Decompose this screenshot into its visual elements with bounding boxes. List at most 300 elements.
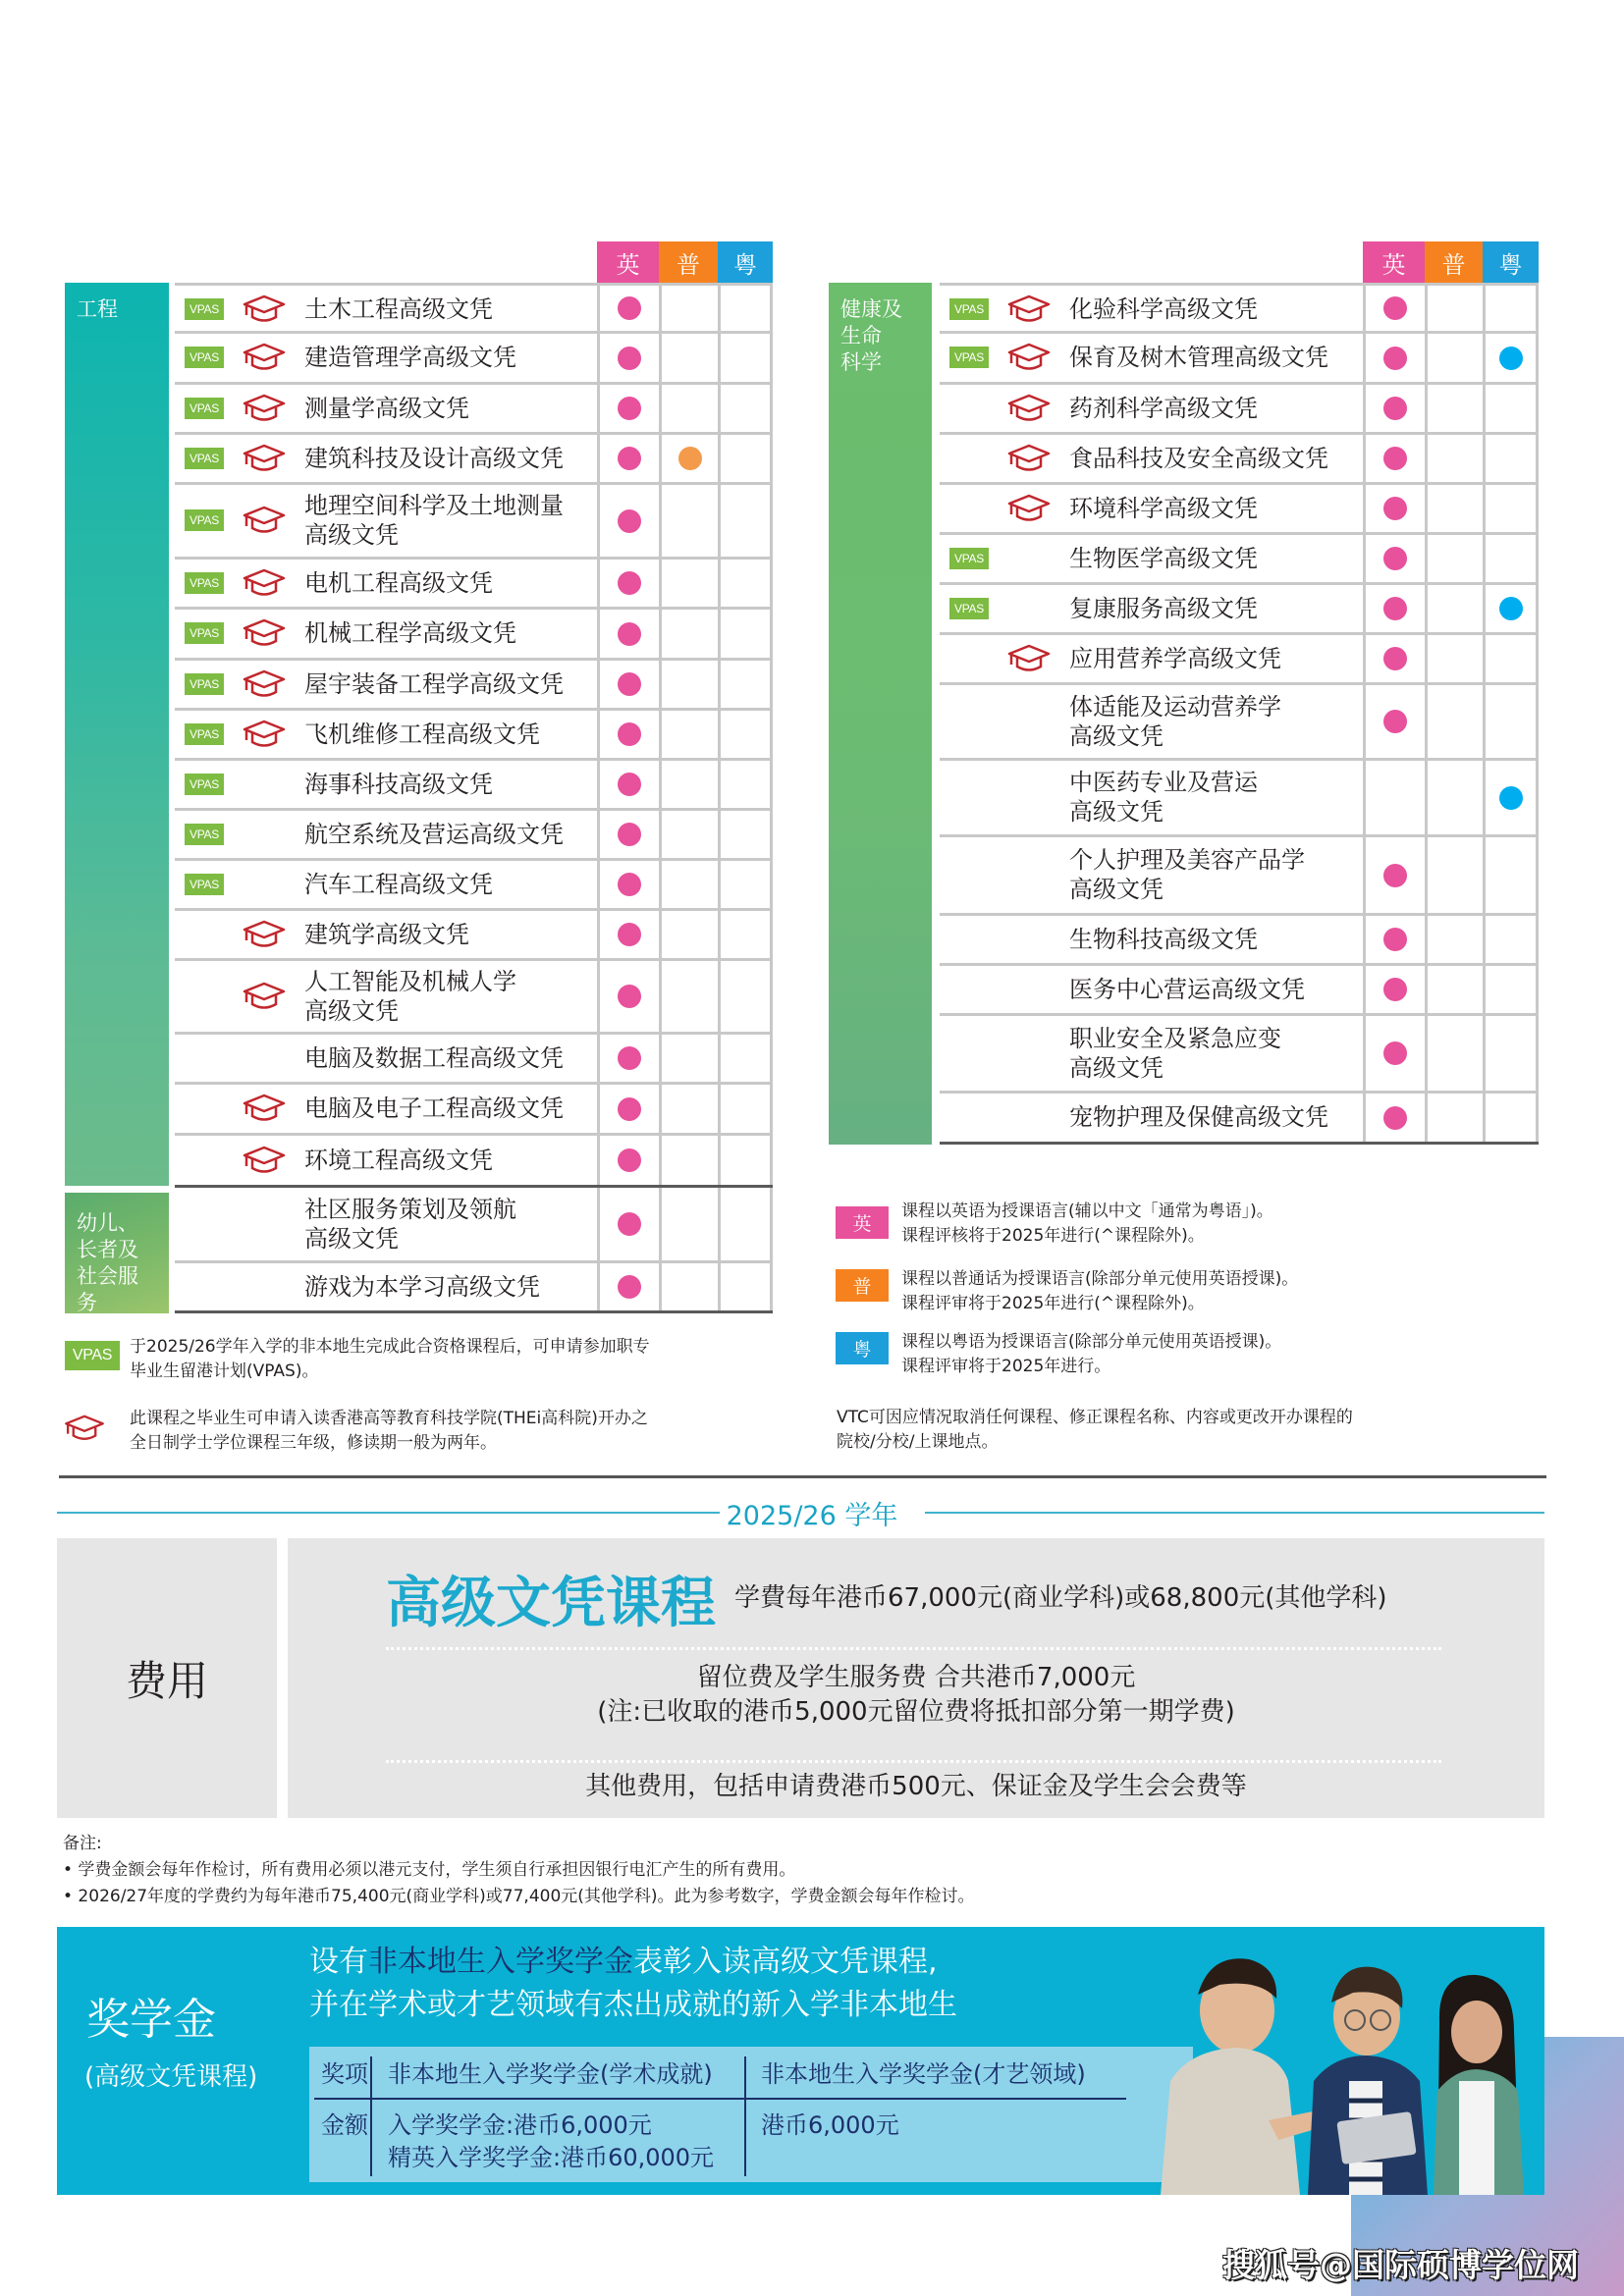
- award-label: 奖项: [321, 2060, 368, 2088]
- en-available-dot: [618, 571, 641, 595]
- en-cell: [1363, 685, 1425, 758]
- pu-cell: [659, 286, 718, 331]
- course-row: [175, 1136, 773, 1188]
- yue-cell: [718, 385, 773, 432]
- pu-cell: [1425, 485, 1483, 532]
- pu-cell: [659, 385, 718, 432]
- deposit-note: (注:已收取的港币5,000元留位费将抵扣部分第一期学费): [597, 1697, 1235, 1727]
- other-fees: 其他费用，包括申请费港币500元、保证金及学生会会费等: [585, 1772, 1247, 1801]
- yue-cell: [1483, 1016, 1539, 1091]
- note-item: • 学费金额会每年作检讨，所有费用必须以港元支付，学生须自行承担因银行电汇产生的所有费用。: [63, 1860, 796, 1880]
- en-available-dot: [1383, 347, 1407, 370]
- en-available-dot: [618, 773, 641, 796]
- pu-cell: [1425, 635, 1483, 682]
- yue-available-dot: [1499, 347, 1523, 370]
- category-label-line: 幼儿、: [77, 1211, 138, 1235]
- deposit-fee: [288, 1661, 1544, 1730]
- course-name-line: 环境科学高级文凭: [1069, 494, 1258, 522]
- course-name: [304, 1195, 516, 1254]
- course-name-line: 高级文凭: [1069, 876, 1164, 903]
- course-name-line: 保育及树木管理高级文凭: [1069, 344, 1328, 371]
- table-divider: [370, 2056, 372, 2176]
- pu-cell: [659, 435, 718, 482]
- yue-cell: [718, 811, 773, 858]
- en-available-dot: [618, 923, 641, 946]
- en-available-dot: [618, 1097, 641, 1121]
- vpas-badge: VPAS: [185, 874, 224, 895]
- course-row: [175, 961, 773, 1035]
- course-name-line: 高级文凭: [1069, 1053, 1164, 1082]
- legend-line: 毕业生留港计划(VPAS)。: [130, 1362, 319, 1381]
- yue-cell: [1483, 334, 1539, 382]
- category-label-line: 科学: [840, 350, 882, 374]
- en-available-dot: [1383, 710, 1407, 733]
- pu-cell: [1425, 837, 1483, 913]
- course-name-line: 宠物护理及保健高级文凭: [1069, 1103, 1328, 1131]
- course-name: [1069, 845, 1305, 904]
- course-name: [1069, 768, 1258, 827]
- en-available-dot: [1383, 397, 1407, 420]
- category-label-line: 社会服务: [77, 1264, 138, 1314]
- course-row: [940, 916, 1539, 966]
- course-row: [940, 966, 1539, 1016]
- pu-cell: [1425, 1016, 1483, 1091]
- en-available-dot: [1383, 497, 1407, 520]
- header-cantonese: [718, 241, 773, 284]
- course-row: [175, 861, 773, 911]
- course-name-line: 化验科学高级文凭: [1069, 295, 1258, 323]
- vpas-badge: VPAS: [185, 572, 224, 594]
- course-row: [940, 334, 1539, 385]
- vpas-badge: VPAS: [185, 509, 224, 531]
- pu-available-dot: [678, 447, 702, 470]
- yue-cell: [1483, 761, 1539, 834]
- yue-cell: [1483, 966, 1539, 1013]
- course-name-line: 高级文凭: [1069, 721, 1164, 750]
- vpas-badge: VPAS: [185, 673, 224, 695]
- en-cell: [597, 286, 659, 331]
- pu-cell: [659, 334, 718, 382]
- en-cell: [597, 661, 659, 708]
- graduation-cap-icon: [1006, 342, 1052, 373]
- course-row: [940, 585, 1539, 635]
- header-english: [597, 241, 659, 284]
- en-cell: [1363, 286, 1425, 331]
- course-name: [304, 1043, 564, 1073]
- academic-year: 2025/26 学年: [726, 1501, 898, 1531]
- pu-cell: [1425, 435, 1483, 482]
- putonghua-legend-badge: [836, 1269, 889, 1302]
- vpas-badge: VPAS: [949, 548, 989, 569]
- fees-label: 费用: [125, 1656, 208, 1705]
- course-name: [1069, 294, 1258, 324]
- graduation-cap-icon: [242, 443, 287, 474]
- legend-line: VTC可因应情况取消任何课程、修正课程名称、内容或更改开办课程的: [837, 1408, 1353, 1427]
- course-name: [304, 870, 493, 899]
- course-name-line: 人工智能及机械人学: [304, 967, 516, 995]
- en-cell: [597, 861, 659, 908]
- en-available-dot: [1383, 647, 1407, 670]
- course-name: [1069, 494, 1258, 523]
- course-name-line: 中医药专业及营运: [1069, 769, 1258, 796]
- course-name-line: 建筑学高级文凭: [304, 920, 469, 948]
- vpas-badge: VPAS: [185, 774, 224, 795]
- putonghua-legend-text: [901, 1267, 1298, 1316]
- en-available-dot: [1383, 296, 1407, 320]
- graduation-cap-icon: [1006, 294, 1052, 325]
- en-available-dot: [1383, 597, 1407, 620]
- en-available-dot: [618, 397, 641, 420]
- yue-cell: [1483, 916, 1539, 963]
- vpas-legend-text: [130, 1335, 650, 1384]
- course-name-line: 药剂科学高级文凭: [1069, 394, 1258, 422]
- legend-line: 全日制学士学位课程三年级，修读期一般为两年。: [130, 1433, 497, 1453]
- en-available-dot: [1383, 447, 1407, 470]
- course-name-line: 电机工程高级文凭: [304, 568, 493, 597]
- course-name: [304, 820, 564, 849]
- en-available-dot: [618, 672, 641, 696]
- course-row: [940, 435, 1539, 485]
- en-available-dot: [1383, 1106, 1407, 1130]
- en-available-dot: [618, 722, 641, 746]
- en-available-dot: [1383, 978, 1407, 1001]
- course-name: [1069, 544, 1258, 573]
- yue-available-dot: [1499, 597, 1523, 620]
- yue-cell: [718, 610, 773, 658]
- en-available-dot: [618, 1275, 641, 1299]
- legend-badge-label: 粤: [852, 1339, 872, 1361]
- course-row: [175, 334, 773, 385]
- yue-cell: [718, 711, 773, 758]
- en-available-dot: [618, 296, 641, 320]
- course-row: [940, 635, 1539, 685]
- graduation-cap-icon: [242, 567, 287, 599]
- pu-cell: [1425, 761, 1483, 834]
- vpas-badge: VPAS: [949, 598, 989, 619]
- scholarship-title: 奖学金: [86, 1995, 216, 2045]
- en-available-dot: [618, 447, 641, 470]
- vpas-badge: VPAS: [185, 298, 224, 320]
- vpas-badge: VPAS: [185, 398, 224, 419]
- course-row: [940, 685, 1539, 761]
- en-cell: [1363, 761, 1425, 834]
- yue-cell: [1483, 535, 1539, 582]
- course-row: [175, 811, 773, 861]
- yue-cell: [718, 1035, 773, 1082]
- category-engineering: [65, 283, 169, 1186]
- yue-cell: [718, 1188, 773, 1260]
- en-cell: [1363, 485, 1425, 532]
- course-row: [175, 661, 773, 711]
- en-cell: [597, 961, 659, 1032]
- yue-cell: [718, 911, 773, 958]
- en-cell: [1363, 1016, 1425, 1091]
- course-name-line: 个人护理及美容产品学: [1069, 846, 1305, 874]
- pu-cell: [659, 1263, 718, 1310]
- notes: [63, 1831, 975, 1910]
- course-name: [1069, 343, 1328, 372]
- course-row: [940, 837, 1539, 916]
- watermark: 搜狐号@国际硕博学位网: [1222, 2246, 1579, 2284]
- entrance-scholarship-amount: 入学奖学金:港币6,000元: [388, 2111, 652, 2139]
- english-legend-text: [901, 1200, 1273, 1249]
- graduation-cap-icon: [242, 668, 287, 700]
- course-name: [1069, 1024, 1281, 1083]
- en-cell: [597, 811, 659, 858]
- deposit-line: 留位费及学生服务费 合共港币7,000元: [696, 1663, 1136, 1692]
- course-name-line: 土木工程高级文凭: [304, 295, 493, 323]
- course-name-line: 环境工程高级文凭: [304, 1146, 493, 1174]
- legend-line: 此课程之毕业生可申请入读香港高等教育科技学院(THEi高科院)开办之: [130, 1409, 648, 1428]
- course-name: [1069, 1102, 1328, 1132]
- category-label-line: 生命: [840, 324, 882, 347]
- en-cell: [1363, 535, 1425, 582]
- en-cell: [597, 385, 659, 432]
- vpas-badge: VPAS: [185, 347, 224, 368]
- course-name-line: 地理空间科学及土地测量: [304, 492, 564, 519]
- category-label: 工程: [77, 297, 118, 321]
- yue-cell: [1483, 585, 1539, 632]
- header-putonghua: [659, 241, 718, 284]
- course-row: [940, 485, 1539, 535]
- en-available-dot: [618, 1212, 641, 1236]
- en-available-dot: [618, 985, 641, 1008]
- en-cell: [1363, 966, 1425, 1013]
- course-row: [175, 283, 773, 334]
- en-cell: [597, 610, 659, 658]
- course-row: [175, 911, 773, 961]
- scholarship-table: [309, 2047, 1193, 2182]
- legend-line: 课程评核将于2025年进行(^课程除外)。: [901, 1226, 1205, 1246]
- elite-scholarship-amount: 精英入学奖学金:港币60,000元: [388, 2144, 715, 2171]
- course-name: [304, 294, 493, 324]
- course-name-line: 电脑及电子工程高级文凭: [304, 1095, 564, 1122]
- fees-label-box: [57, 1538, 277, 1818]
- course-name: [1069, 444, 1328, 473]
- course-name-line: 职业安全及紧急应变: [1069, 1024, 1281, 1052]
- course-name: [304, 618, 516, 648]
- yue-cell: [718, 286, 773, 331]
- course-row: [940, 1094, 1539, 1145]
- graduation-cap-icon: [242, 1093, 287, 1124]
- dotted-divider: [386, 1760, 1441, 1763]
- course-name: [304, 1146, 493, 1175]
- en-cell: [1363, 635, 1425, 682]
- yue-cell: [718, 334, 773, 382]
- yue-cell: [1483, 837, 1539, 913]
- course-row: [940, 283, 1539, 334]
- yue-cell: [718, 560, 773, 607]
- yue-cell: [1483, 685, 1539, 758]
- graduation-cap-icon: [242, 505, 287, 536]
- en-cell: [597, 560, 659, 607]
- course-name: [304, 394, 469, 423]
- en-cell: [1363, 334, 1425, 382]
- course-row: [175, 1188, 773, 1263]
- talent-scholarship-amount: 港币6,000元: [761, 2111, 899, 2139]
- header-cantonese-label: 粤: [1498, 251, 1523, 279]
- en-cell: [1363, 916, 1425, 963]
- en-cell: [597, 334, 659, 382]
- course-name-line: 高级文凭: [304, 996, 399, 1025]
- dotted-divider: [386, 1647, 1441, 1650]
- yue-cell: [718, 1263, 773, 1310]
- pu-cell: [659, 1085, 718, 1133]
- course-name-line: 飞机维修工程高级文凭: [304, 720, 540, 748]
- category-label-line: 长者及: [77, 1238, 138, 1261]
- pu-cell: [1425, 585, 1483, 632]
- yue-cell: [718, 435, 773, 482]
- tuition-fee: 学費每年港币67,000元(商业学科)或68,800元(其他学科): [734, 1583, 1387, 1613]
- course-name: [1069, 394, 1258, 423]
- graduation-cap-icon: [242, 393, 287, 424]
- vpas-badge: VPAS: [949, 298, 989, 320]
- graduation-cap-icon: [242, 1145, 287, 1176]
- vpas-badge: VPAS: [185, 824, 224, 845]
- graduation-cap-icon: [242, 342, 287, 373]
- yue-cell: [718, 861, 773, 908]
- vpas-badge: VPAS: [185, 622, 224, 644]
- course-name: [1069, 594, 1258, 623]
- yue-available-dot: [1499, 786, 1523, 810]
- en-cell: [597, 761, 659, 808]
- category-label-line: 健康及: [840, 297, 902, 321]
- course-name: [304, 967, 516, 1026]
- course-name: [1069, 925, 1258, 954]
- course-row: [175, 1263, 773, 1313]
- category-childcare-elderly-social: [65, 1193, 169, 1313]
- course-name-line: 食品科技及安全高级文凭: [1069, 444, 1328, 472]
- yue-cell: [1483, 1094, 1539, 1142]
- graduation-cap-icon: [1006, 393, 1052, 424]
- course-row: [940, 761, 1539, 837]
- pu-cell: [659, 661, 718, 708]
- pu-cell: [659, 1136, 718, 1185]
- en-cell: [1363, 837, 1425, 913]
- english-legend-badge: [836, 1206, 889, 1239]
- vpas-badge: VPAS: [185, 448, 224, 469]
- en-cell: [1363, 385, 1425, 432]
- note-item: • 2026/27年度的学费约为每年港币75,400元(商业学科)或77,400元(其他学科)。此为参考数字，学费金额会每年作检讨。: [63, 1887, 975, 1906]
- header-cantonese: [1483, 241, 1539, 284]
- cap-legend-text: [130, 1407, 648, 1456]
- yue-cell: [718, 961, 773, 1032]
- academic-award-header: 非本地生入学奖学金(学术成就): [388, 2060, 713, 2088]
- category-health-life-science: [829, 283, 932, 1145]
- legend-line: 课程评审将于2025年进行(^课程除外)。: [901, 1294, 1205, 1313]
- program-title: 高级文凭课程: [386, 1572, 716, 1635]
- course-name-line: 高级文凭: [304, 521, 399, 549]
- pu-cell: [1425, 916, 1483, 963]
- header-putonghua: [1425, 241, 1483, 284]
- course-row: [175, 1035, 773, 1085]
- graduation-cap-icon: [242, 981, 287, 1012]
- table-divider: [744, 2056, 746, 2176]
- course-row: [175, 435, 773, 485]
- course-name-line: 体适能及运动营养学: [1069, 692, 1281, 721]
- notes-title: 备注:: [63, 1834, 102, 1853]
- header-cantonese-label: 粤: [733, 251, 757, 279]
- pu-cell: [659, 911, 718, 958]
- course-name: [304, 491, 564, 550]
- graduation-cap-icon: [1006, 493, 1052, 524]
- course-row: [940, 1016, 1539, 1094]
- course-name-line: 社区服务策划及领航: [304, 1195, 516, 1223]
- en-available-dot: [1383, 864, 1407, 887]
- pu-cell: [1425, 685, 1483, 758]
- course-name: [304, 1272, 540, 1302]
- vpas-badge: VPAS: [949, 347, 989, 368]
- en-available-dot: [618, 1148, 641, 1172]
- en-available-dot: [1383, 1041, 1407, 1065]
- course-row: [175, 1085, 773, 1136]
- en-available-dot: [1383, 547, 1407, 570]
- graduation-cap-icon: [1006, 443, 1052, 474]
- course-name: [1069, 644, 1281, 673]
- graduation-cap-icon: [242, 294, 287, 325]
- yue-cell: [718, 1136, 773, 1185]
- graduation-cap-icon: [242, 719, 287, 750]
- yue-cell: [718, 661, 773, 708]
- yue-cell: [718, 761, 773, 808]
- headline-line2: 并在学术或才艺领域有杰出成就的新入学非本地生: [309, 1988, 957, 2022]
- course-name-line: 游戏为本学习高级文凭: [304, 1272, 540, 1301]
- course-row: [175, 385, 773, 435]
- table-divider: [314, 2098, 1126, 2100]
- pu-cell: [659, 610, 718, 658]
- graduation-cap-icon: [1006, 643, 1052, 674]
- headline-text: 表彰入读高级文凭课程,: [633, 1945, 938, 1979]
- course-name-line: 建筑科技及设计高级文凭: [304, 444, 564, 472]
- headline-highlight: 非本地生入学奖学金: [368, 1945, 633, 1979]
- pu-cell: [659, 711, 718, 758]
- yue-cell: [1483, 435, 1539, 482]
- legend-line: 于2025/26学年入学的非本地生完成此合资格课程后，可申请参加职专: [130, 1337, 650, 1357]
- vpas-badge: VPAS: [185, 723, 224, 745]
- legend-line: 院校/分校/上课地点。: [837, 1432, 999, 1452]
- legend-line: 课程以英语为授课语言(辅以中文「通常为粤语」)。: [901, 1201, 1273, 1221]
- graduation-cap-icon: [242, 617, 287, 649]
- scholarship-subtitle: (高级文凭课程): [84, 2062, 258, 2092]
- yue-cell: [718, 1085, 773, 1133]
- course-name-line: 汽车工程高级文凭: [304, 870, 493, 898]
- students-photo: [1121, 1934, 1549, 2195]
- graduation-cap-icon: [63, 1414, 106, 1443]
- en-cell: [597, 1035, 659, 1082]
- en-cell: [597, 1188, 659, 1260]
- course-name: [304, 669, 564, 699]
- course-name: [1069, 692, 1281, 751]
- course-row: [940, 535, 1539, 585]
- legend-line: 课程以粤语为授课语言(除部分单元使用英语授课)。: [901, 1332, 1282, 1352]
- course-name: [304, 720, 540, 749]
- course-name-line: 测量学高级文凭: [304, 394, 469, 422]
- course-name: [304, 343, 516, 372]
- pu-cell: [659, 861, 718, 908]
- course-name: [304, 920, 469, 949]
- legend-line: 课程以普通话为授课语言(除部分单元使用英语授课)。: [901, 1269, 1299, 1289]
- course-name-line: 海事科技高级文凭: [304, 770, 493, 798]
- course-name: [304, 444, 564, 473]
- yue-cell: [1483, 635, 1539, 682]
- cantonese-legend-badge: [836, 1332, 889, 1364]
- en-cell: [597, 911, 659, 958]
- amount-label: 金额: [321, 2111, 368, 2139]
- header-english-label: 英: [616, 251, 640, 279]
- course-name: [304, 1094, 564, 1123]
- en-available-dot: [618, 1046, 641, 1070]
- pu-cell: [659, 1035, 718, 1082]
